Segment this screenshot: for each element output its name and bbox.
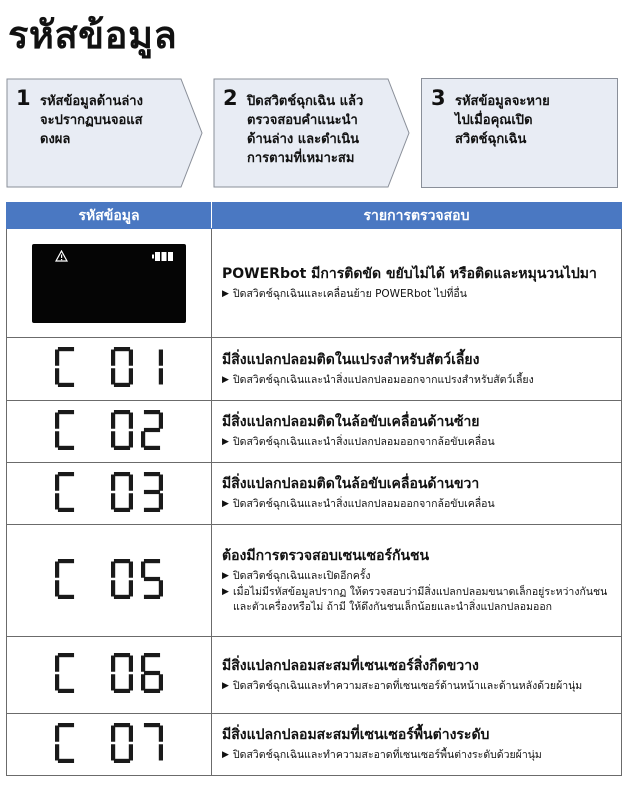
- segment-bar: [159, 744, 163, 760]
- segment-bar: [144, 594, 160, 598]
- segment-bar: [114, 472, 130, 476]
- table-row: [7, 714, 622, 776]
- issue-title: มีสิ่งแปลกปลอมติดในล้อขับเคลื่อนด้านขวา: [222, 476, 480, 492]
- step-text-line: ไปเมื่อคุณเปิด: [455, 113, 533, 128]
- segment-bar: [129, 493, 133, 509]
- bullet-triangle-icon: ▶: [222, 374, 229, 385]
- segment-bar: [55, 725, 59, 741]
- segment-digit: [111, 347, 133, 387]
- step-text-line: ตรวจสอบคำแนะนำ: [247, 113, 358, 128]
- segment-bar: [58, 410, 74, 414]
- segment-bar: [111, 431, 115, 447]
- segment-bar: [58, 445, 74, 449]
- bullet-triangle-icon: ▶: [222, 750, 229, 760]
- segment-bar: [144, 472, 160, 476]
- segment-bar: [114, 594, 130, 598]
- segment-bar: [141, 431, 145, 447]
- segment-bar: [144, 410, 160, 414]
- segment-bar: [114, 383, 130, 387]
- action-item: [222, 569, 611, 584]
- code-cell: [7, 714, 212, 776]
- segment-bar: [114, 559, 130, 563]
- segment-bar: [55, 474, 59, 490]
- segment-digit: [141, 559, 163, 599]
- step-text-line: รหัสข้อมูลด้านล่าง: [40, 94, 143, 109]
- segment-bar: [114, 689, 130, 693]
- segment-bar: [144, 689, 160, 693]
- action-text: ปิดสวิตช์ฉุกเฉินและทำความสะอาดที่เซนเซอร์พื้นต่างระดับด้วยผ้านุ่ม: [233, 749, 542, 761]
- table-row: [7, 401, 622, 463]
- segment-bar: [55, 744, 59, 760]
- segment-bar: [159, 474, 163, 490]
- segment-bar: [55, 493, 59, 509]
- segment-bar: [58, 507, 74, 511]
- step-text-line: ดงผล: [40, 132, 71, 147]
- segment-bar: [141, 674, 145, 690]
- warning-icon: [55, 250, 68, 262]
- step-text: [40, 92, 143, 149]
- segment-digit: [111, 472, 133, 512]
- segment-bar: [129, 561, 133, 577]
- code-cell: [7, 463, 212, 525]
- segment-bar: [58, 689, 74, 693]
- segment-digit: [141, 410, 163, 450]
- segment-bar: [111, 580, 115, 596]
- step-text-line: สวิตช์ฉุกเฉิน: [455, 132, 527, 147]
- segment-bar: [159, 674, 163, 690]
- segment-bar: [58, 472, 74, 476]
- action-text: ปิดสวิตช์ฉุกเฉินและนำสิ่งแปลกปลอมออกจากแปรงสำหรับสัตว์เลี้ยง: [233, 373, 534, 386]
- segment-code-c05: [49, 557, 169, 601]
- segment-bar: [111, 493, 115, 509]
- segment-code-c01: [49, 345, 169, 389]
- issue-title: POWERbot มีการติดขัด ขยับไม่ได้ หรือติดและหมุนวนไปมา: [222, 265, 597, 282]
- segment-bar: [114, 723, 130, 727]
- segment-bar: [129, 580, 133, 596]
- action-text: ปิดสวิตช์ฉุกเฉินและนำสิ่งแปลกปลอมออกจากล้อขับเคลื่อน: [233, 498, 495, 510]
- segment-bar: [129, 744, 133, 760]
- segment-digit: [55, 559, 74, 599]
- segment-bar: [111, 412, 115, 428]
- segment-bar: [129, 368, 133, 384]
- segment-bar: [159, 725, 163, 741]
- segment-bar: [55, 350, 59, 366]
- segment-digit: [55, 723, 74, 763]
- step-text: [455, 92, 550, 149]
- check-cell: [212, 637, 622, 714]
- page-title: รหัสข้อมูล: [8, 13, 178, 57]
- code-cell: [7, 229, 212, 338]
- segment-bar: [114, 347, 130, 351]
- column-header-check: รายการตรวจสอบ: [212, 203, 622, 229]
- segment-code-c06: [49, 651, 169, 695]
- segment-digit: [111, 653, 133, 693]
- segment-bar: [144, 507, 160, 511]
- segment-bar: [58, 559, 74, 563]
- step-text-line: จะปรากฏบนจอแส: [40, 113, 143, 128]
- segment-bar: [111, 725, 115, 741]
- segment-digit: [55, 472, 74, 512]
- segment-bar: [144, 671, 160, 675]
- segment-bar: [55, 674, 59, 690]
- segment-bar: [58, 723, 74, 727]
- segment-bar: [55, 412, 59, 428]
- segment-bar: [129, 412, 133, 428]
- segment-bar: [114, 653, 130, 657]
- table-row: [7, 229, 622, 338]
- check-cell: [212, 338, 622, 401]
- segment-bar: [129, 350, 133, 366]
- check-cell: [212, 463, 622, 525]
- action-item: [222, 287, 611, 302]
- segment-bar: [114, 758, 130, 762]
- segment-bar: [58, 758, 74, 762]
- segment-bar: [144, 489, 160, 493]
- action-item: [222, 585, 611, 615]
- segment-bar: [144, 559, 160, 563]
- table-header-row: [7, 203, 622, 229]
- segment-code-c07: [49, 721, 169, 765]
- check-cell: [212, 229, 622, 338]
- step-number: 3: [431, 86, 446, 110]
- action-text: ปิดสวิตช์ฉุกเฉินและนำสิ่งแปลกปลอมออกจากล้อขับเคลื่อน: [233, 436, 495, 448]
- table-row: [7, 525, 622, 637]
- segment-digit: [55, 410, 74, 450]
- segment-bar: [114, 410, 130, 414]
- segment-bar: [58, 594, 74, 598]
- step-text: [247, 92, 363, 168]
- step-2: [213, 78, 410, 188]
- segment-bar: [114, 445, 130, 449]
- segment-bar: [129, 656, 133, 672]
- segment-bar: [111, 474, 115, 490]
- bullet-triangle-icon: ▶: [222, 499, 229, 509]
- segment-bar: [55, 580, 59, 596]
- code-cell: [7, 338, 212, 401]
- segment-bar: [144, 427, 160, 431]
- table-row: [7, 463, 622, 525]
- segment-bar: [111, 368, 115, 384]
- segment-bar: [144, 576, 160, 580]
- issue-title: มีสิ่งแปลกปลอมติดในแปรงสำหรับสัตว์เลี้ยง: [222, 351, 480, 368]
- info-code-table: [6, 202, 622, 776]
- segment-bar: [129, 674, 133, 690]
- segment-code-c02: [49, 408, 169, 452]
- segment-bar: [55, 656, 59, 672]
- segment-bar: [159, 580, 163, 596]
- segment-bar: [141, 561, 145, 577]
- segment-digit: [159, 350, 163, 385]
- code-cell: [7, 637, 212, 714]
- segment-digit: [111, 723, 133, 763]
- step-text-line: รหัสข้อมูลจะหาย: [455, 94, 550, 109]
- segment-bar: [141, 656, 145, 672]
- check-cell: [212, 525, 622, 637]
- step-text-line: ด้านล่าง และดำเนิน: [247, 132, 360, 147]
- action-text: ปิดสวิตช์ฉุกเฉินและเคลื่อนย้าย POWERbot ไปที่อื่น: [233, 287, 467, 300]
- check-cell: [212, 401, 622, 463]
- step-text-line: ปิดสวิตช์ฉุกเฉิน แล้ว: [247, 94, 364, 109]
- battery-icon: [152, 252, 174, 261]
- issue-title: มีสิ่งแปลกปลอมติดในล้อขับเคลื่อนด้านซ้าย: [222, 414, 480, 430]
- segment-bar: [58, 653, 74, 657]
- step-number: 2: [223, 86, 238, 110]
- segment-digit: [141, 653, 163, 693]
- issue-title: ต้องมีการตรวจสอบเซนเซอร์กันชน: [222, 547, 430, 564]
- segment-bar: [55, 368, 59, 384]
- segment-bar: [159, 412, 163, 428]
- segment-bar: [111, 561, 115, 577]
- action-text: ปิดสวิตช์ฉุกเฉินและเปิดอีกครั้ง: [233, 569, 371, 582]
- segment-digit: [111, 410, 133, 450]
- segment-code-c03: [49, 470, 169, 514]
- segment-digit: [144, 472, 163, 512]
- segment-bar: [159, 493, 163, 509]
- step-3: [421, 78, 618, 188]
- issue-title: มีสิ่งแปลกปลอมสะสมที่เซนเซอร์พื้นต่างระดับ: [222, 727, 490, 743]
- code-cell: [7, 525, 212, 637]
- segment-bar: [111, 350, 115, 366]
- bullet-triangle-icon: ▶: [222, 680, 229, 691]
- segment-bar: [144, 723, 160, 727]
- segment-bar: [129, 725, 133, 741]
- action-text: เมื่อไม่มีรหัสข้อมูลปรากฏ ให้ตรวจสอบว่ามีสิ่งแปลกปลอมขนาดเล็กอยู่ระหว่างกันชนและตัวเครื่องหรือไม่ ถ้ามี ให้ดึงกันชนเล็กน้อยและนำสิ่งแปลกปลอมออก: [233, 585, 608, 613]
- segment-bar: [129, 474, 133, 490]
- table-row: [7, 637, 622, 714]
- segment-bar: [144, 653, 160, 657]
- step-1: [6, 78, 203, 188]
- action-item: [222, 373, 611, 388]
- action-item: [222, 497, 611, 512]
- action-item: [222, 435, 611, 450]
- table-row: [7, 338, 622, 401]
- segment-bar: [111, 744, 115, 760]
- column-header-code: รหัสข้อมูล: [7, 203, 212, 229]
- segment-digit: [55, 347, 74, 387]
- step-number: 1: [16, 86, 31, 110]
- segment-digit: [111, 559, 133, 599]
- check-cell: [212, 714, 622, 776]
- segment-bar: [144, 445, 160, 449]
- segment-bar: [58, 383, 74, 387]
- code-cell: [7, 401, 212, 463]
- segment-bar: [111, 674, 115, 690]
- segment-digit: [144, 723, 163, 760]
- segment-bar: [159, 350, 163, 366]
- action-item: [222, 748, 611, 763]
- action-text: ปิดสวิตช์ฉุกเฉินและทำความสะอาดที่เซนเซอร์ด้านหน้าและด้านหลังด้วยผ้านุ่ม: [233, 679, 583, 692]
- issue-title: มีสิ่งแปลกปลอมสะสมที่เซนเซอร์สิ่งกีดขวาง: [222, 657, 479, 674]
- lcd-display: [32, 244, 186, 323]
- segment-bar: [58, 347, 74, 351]
- action-item: [222, 679, 611, 694]
- bullet-triangle-icon: ▶: [222, 570, 229, 581]
- segment-bar: [159, 368, 163, 384]
- segment-bar: [55, 561, 59, 577]
- segment-bar: [55, 431, 59, 447]
- bullet-triangle-icon: ▶: [222, 437, 229, 447]
- segment-bar: [129, 431, 133, 447]
- bullet-triangle-icon: ▶: [222, 586, 229, 597]
- step-text-line: การตามที่เหมาะสม: [247, 151, 355, 166]
- segment-bar: [111, 656, 115, 672]
- segment-bar: [114, 507, 130, 511]
- segment-digit: [55, 653, 74, 693]
- bullet-triangle-icon: ▶: [222, 288, 229, 299]
